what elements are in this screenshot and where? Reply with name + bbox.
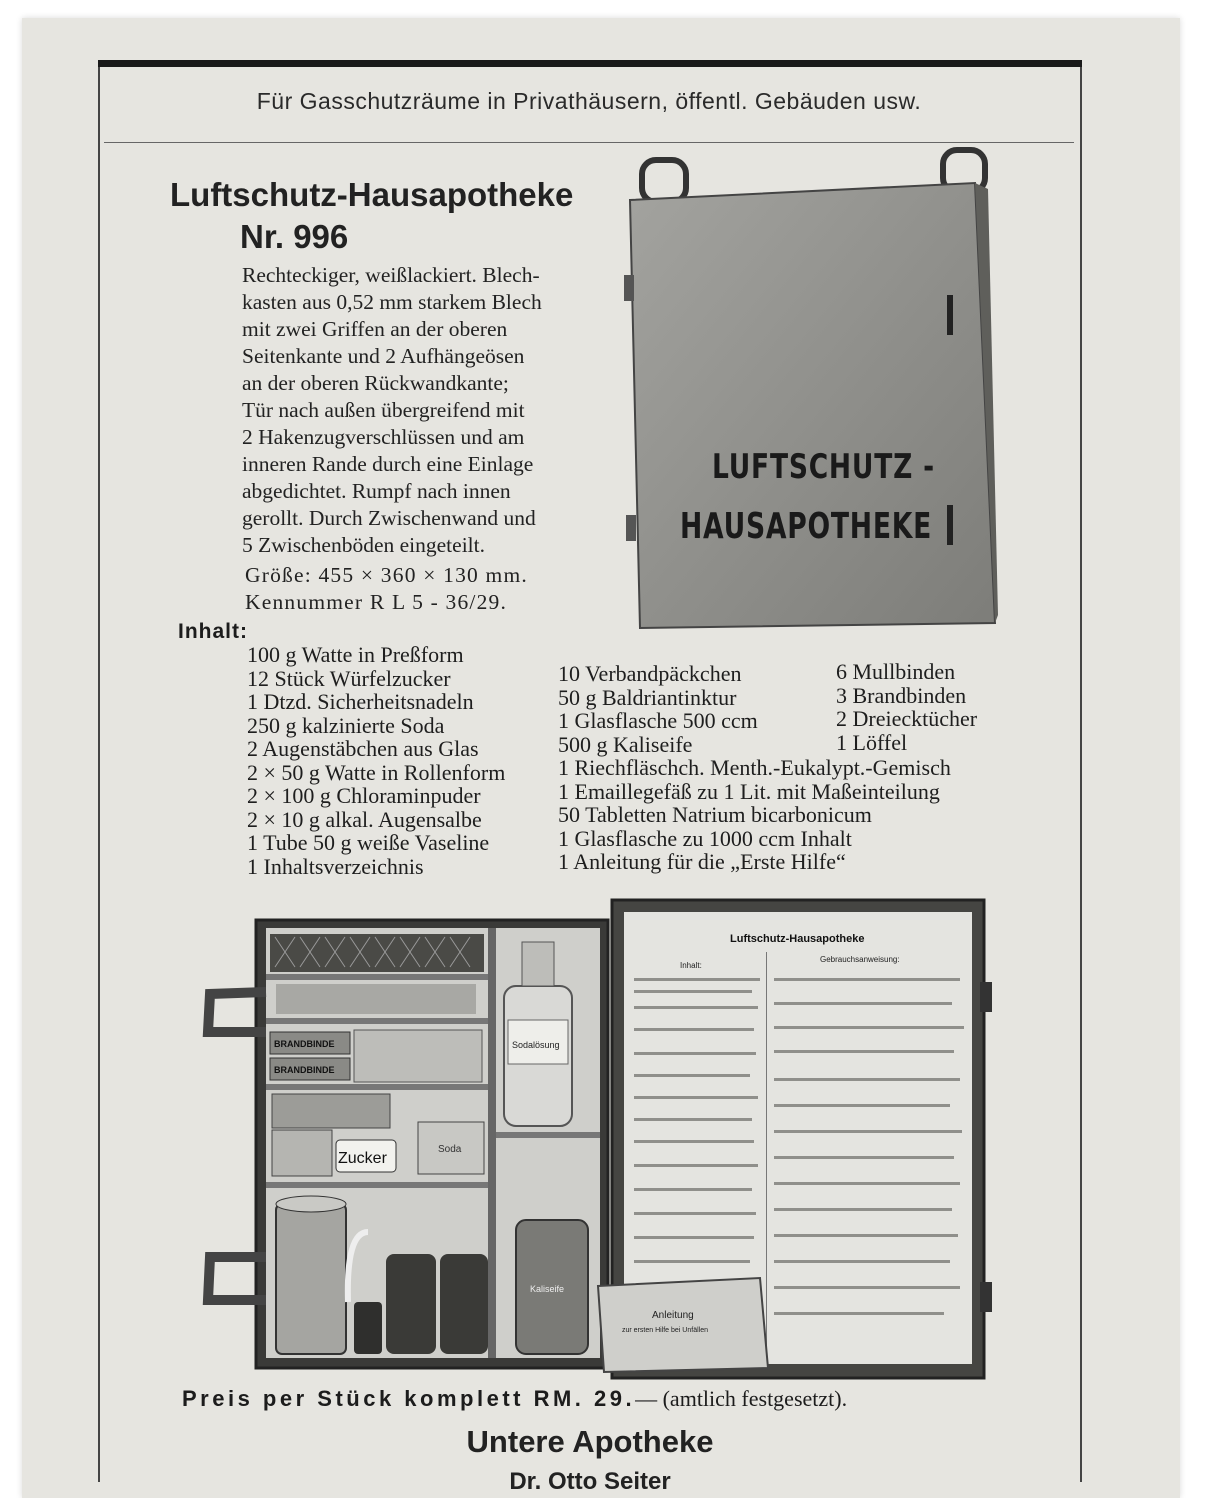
list-item: 10 Verbandpäckchen [558,661,742,686]
anleitung-booklet [598,1278,768,1372]
desc-line: 2 Hakenzugverschlüssen und am [242,425,525,449]
list-item: 500 g Kaliseife [558,731,693,757]
list-item: 50 g Baldriantinktur [558,684,737,710]
desc-line: 5 Zwischenböden eingeteilt. [242,533,485,557]
shelf [266,1182,488,1188]
vendor-sub: Dr. Otto Seiter [509,1468,671,1495]
desc-line: gerollt. Durch Zwischenwand und [242,506,536,530]
list-item: 2 Augenstäbchen aus Glas [247,736,479,761]
list-item: 1 Glasflasche zu 1000 ccm Inhalt [558,825,852,851]
anleitung-label: Anleitung [652,1310,694,1321]
header-divider [104,142,1074,143]
product-description [242,262,592,559]
list-item: 1 Dtzd. Sicherheitsnadeln [247,689,474,714]
brown-bottle [386,1254,436,1354]
list-item: 3 Brandbinden [836,682,967,708]
top-rule [98,60,1082,67]
price-bold: Preis per Stück komplett RM. 29. [182,1386,636,1411]
contents-heading: Inhalt: [178,620,248,643]
list-item: 1 Anleitung für die „Erste Hilfe“ [558,849,846,874]
list-item: 100 g Watte in Preßform [247,642,464,667]
center-divider [488,928,496,1358]
list-item: 6 Mullbinden [836,659,956,684]
vendor-name: Untere Apotheke [466,1424,714,1459]
box-latch-top [624,275,634,301]
list-item: 1 Glasflasche 500 ccm [558,708,758,733]
list-item: 2 × 10 g alkal. Augensalbe [247,806,482,832]
triangle-cloth-pack [354,1030,482,1082]
sodaloesung-label: Sodalösung [512,1040,560,1050]
list-item: 1 Inhaltsverzeichnis [247,853,424,879]
list-item: 1 Löffel [836,729,908,755]
zucker-label: Zucker [338,1150,387,1167]
desc-line: mit zwei Griffen an der oberen [242,317,508,341]
desc-line: Tür nach außen übergreifend mit [242,398,525,422]
list-item: 2 Dreiecktücher [836,706,978,731]
box-label-line1: LUFTSCHUTZ - [712,447,935,487]
box-hinge-bottom [947,505,953,545]
price-line [182,1386,847,1412]
open-box-photo [190,882,1000,1382]
box-top-handle-left [642,160,686,202]
shelf [496,1132,600,1138]
list-item: 1 Tube 50 g weiße Vaseline [247,830,490,855]
box-hinge-top [947,295,953,335]
cotton-pack [276,984,476,1014]
safety-pins-box [272,1094,390,1128]
card-gebrauch: Gebrauchsanweisung: [820,955,900,964]
shelf [266,974,488,980]
kaliseife-label: Kaliseife [530,1284,565,1294]
list-item: 2 × 100 g Chloraminpuder [247,783,481,808]
desc-line: inneren Rande durch eine Einlage [242,452,534,476]
brown-bottle [440,1254,488,1354]
list-item: 12 Stück Würfelzucker [247,665,451,691]
small-bottle [354,1302,382,1354]
brandbinde-label: BRANDBINDE [274,1065,335,1075]
card-title: Luftschutz-Hausapotheke [730,933,865,945]
box-latch-bottom [626,515,636,541]
contents-column-3 [836,660,977,754]
product-code: Kennummer R L 5 - 36/29. [245,590,508,614]
box-body [630,183,995,628]
enamel-vessel [276,1204,346,1354]
list-item: 50 Tabletten Natrium bicarbonicum [558,802,872,827]
product-number: Nr. 996 [240,218,349,255]
brandbinde-label: BRANDBINDE [274,1039,335,1049]
list-item: 1 Emaillegefäß zu 1 Lit. mit Maßeinteilung [558,778,940,804]
soda-label: Soda [438,1144,462,1155]
desc-line: kasten aus 0,52 mm starkem Blech [242,290,542,314]
desc-line: Seitenkante und 2 Aufhängeösen [242,344,525,368]
desc-line: an der oberen Rückwandkante; [242,371,509,395]
list-item: 1 Riechfläschch. Menth.-Eukalypt.-Gemisch [558,755,951,780]
product-title: Luftschutz-Hausapotheke [170,176,574,213]
shelf [266,1084,488,1090]
product-size: Größe: 455 × 360 × 130 mm. [245,563,528,587]
shelf [266,1018,488,1024]
contents-column-1 [247,643,505,878]
box-label-line2: HAUSAPOTHEKE [680,506,933,547]
zucker-box [272,1130,332,1176]
list-item: 2 × 50 g Watte in Rollenform [247,759,506,785]
closed-box-photo [620,145,1000,635]
header-text: Für Gasschutzräume in Privathäusern, öffentl. Gebäuden usw. [256,88,922,114]
desc-line: Rechteckiger, weißlackiert. Blech- [242,263,540,287]
desc-line: abgedichtet. Rumpf nach innen [242,479,511,503]
list-item: 250 g kalzinierte Soda [247,712,445,738]
card-inhalt: Inhalt: [680,961,702,970]
price-note: — (amtlich festgesetzt). [635,1386,848,1411]
anleitung-label: zur ersten Hilfe bei Unfällen [622,1327,708,1334]
